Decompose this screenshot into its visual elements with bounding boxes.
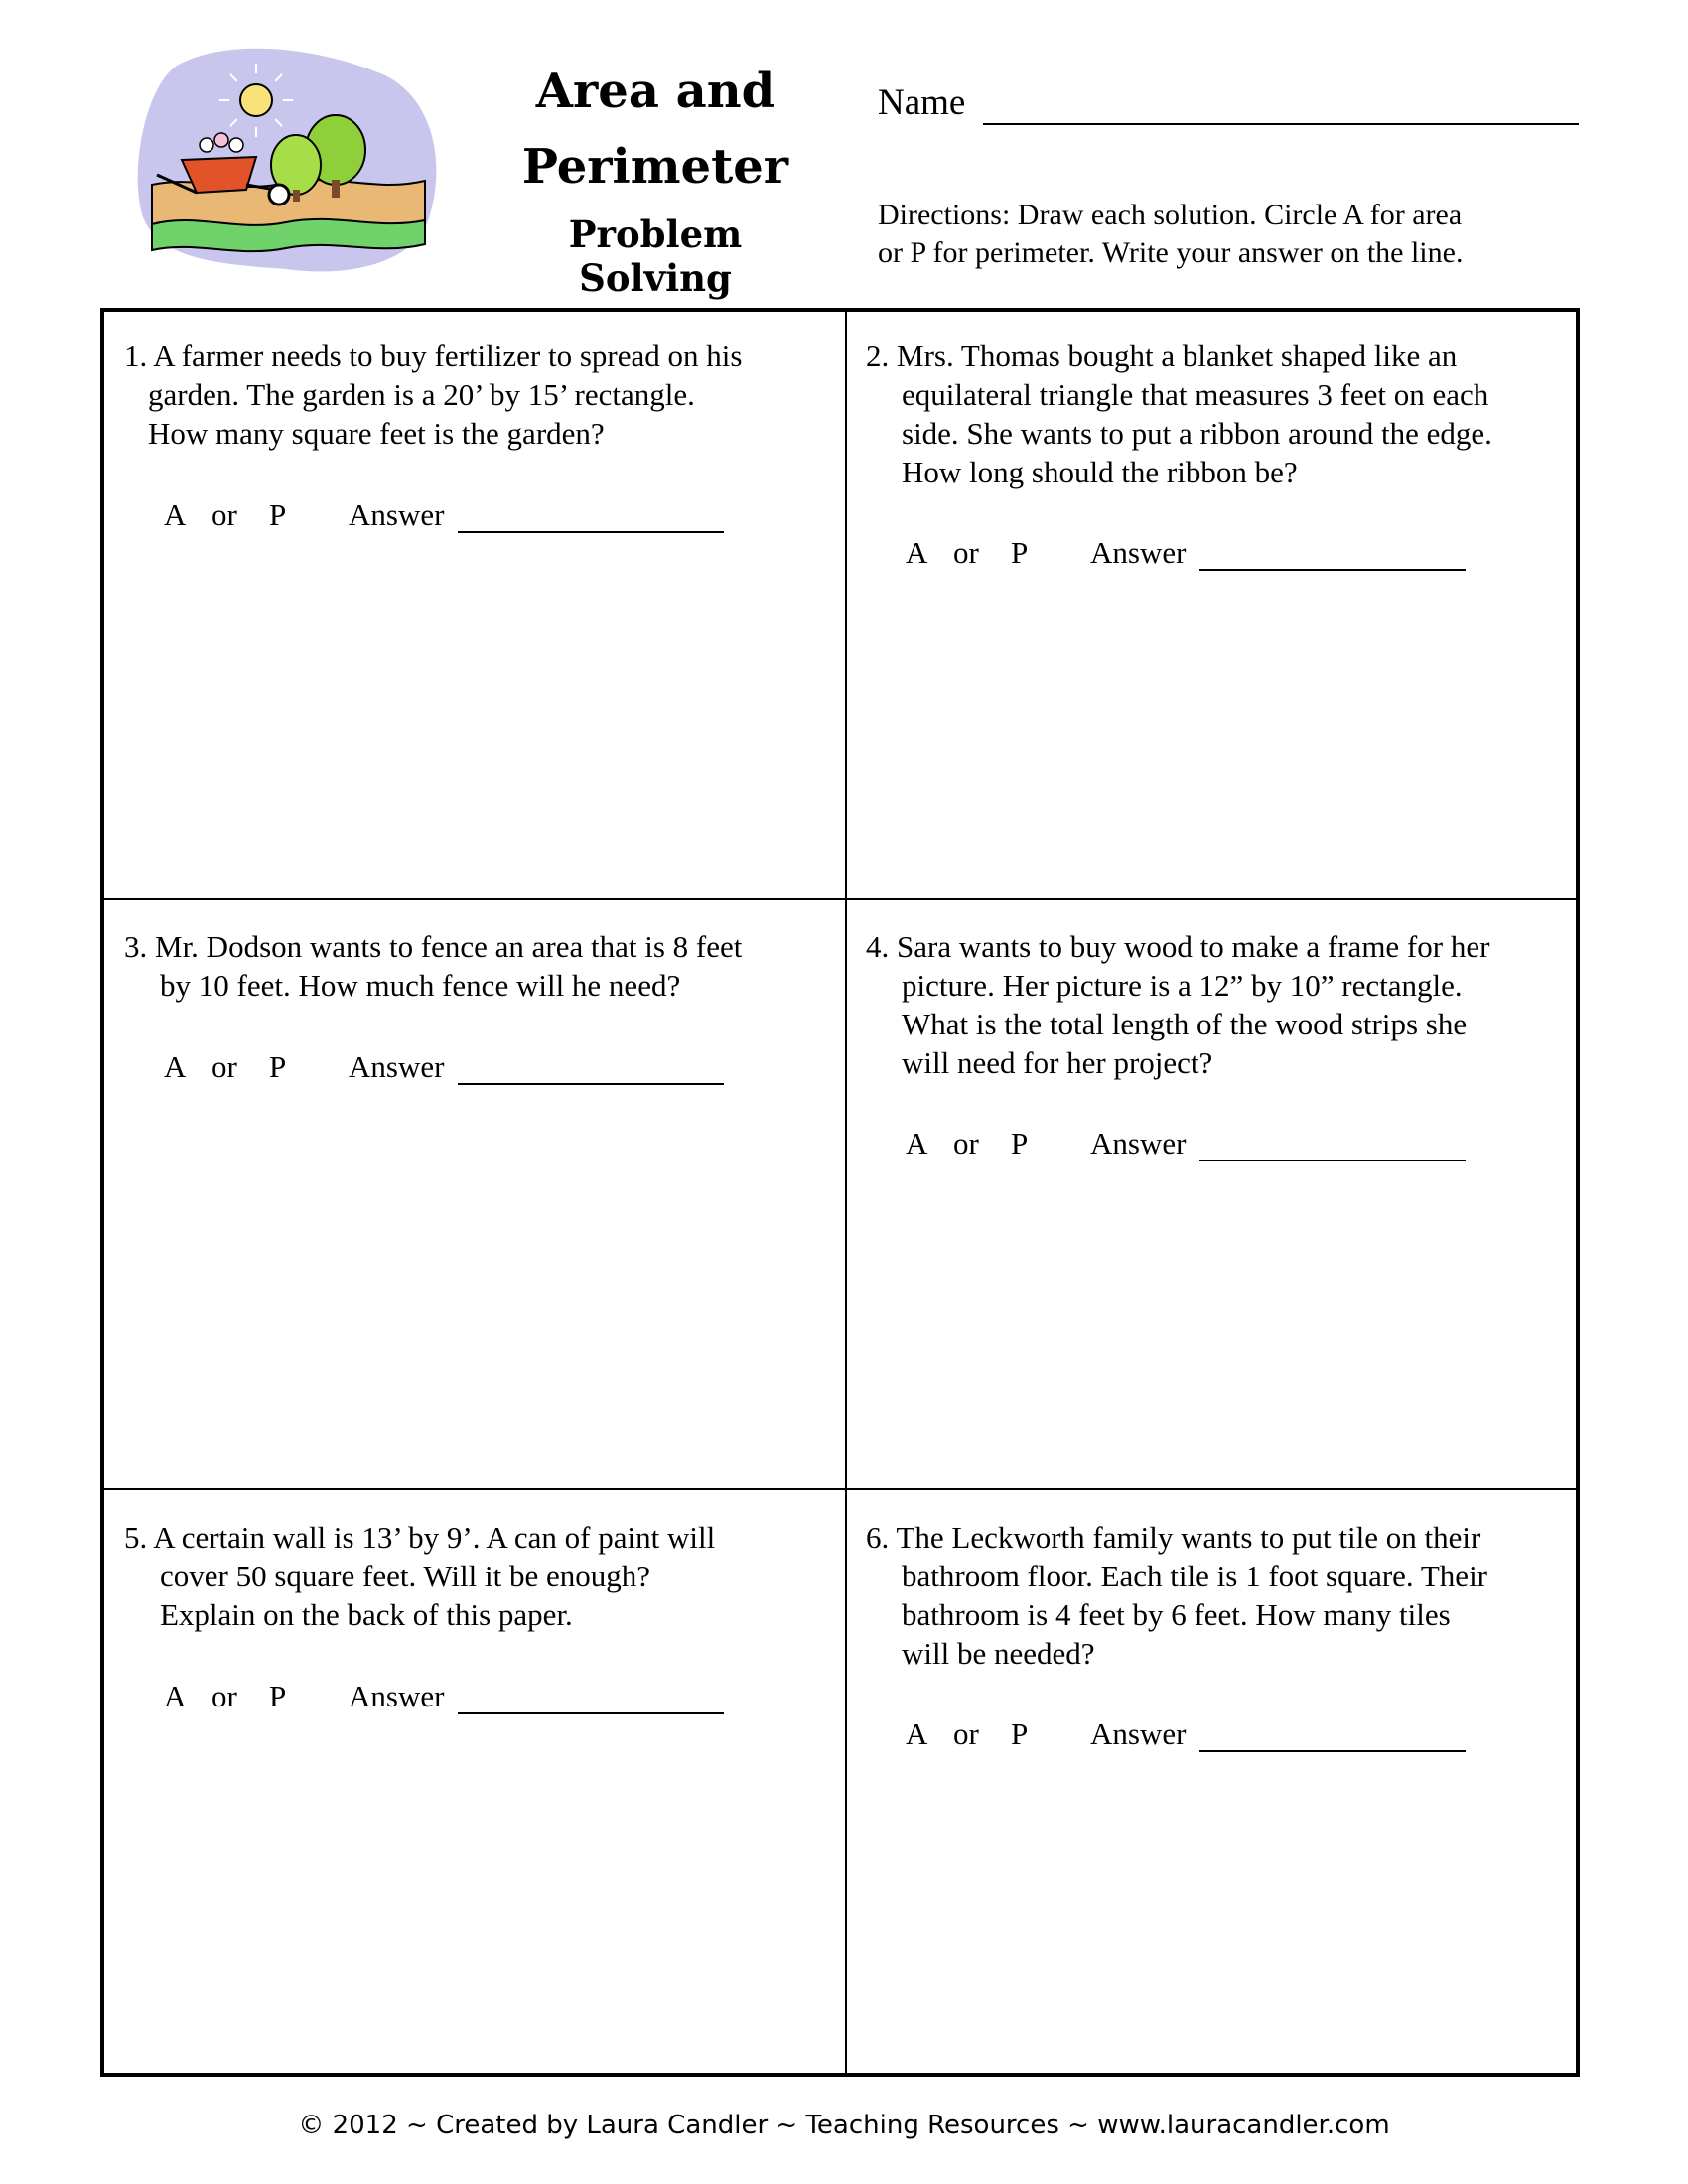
problem-2-text (866, 337, 1601, 491)
circle-option-p[interactable]: P (1011, 1126, 1029, 1160)
problem-text-line: picture. Her picture is a 12” by 10” rectangle. (902, 968, 1463, 1003)
problem-text-line: 6. The Leckworth family wants to put tile on their (866, 1520, 1481, 1555)
problem-grid (100, 308, 1580, 2077)
problem-text-line: will need for her project? (902, 1045, 1213, 1080)
problem-text-line: How long should the ribbon be? (902, 455, 1298, 489)
or-label: or (211, 1049, 237, 1084)
circle-option-a[interactable]: A (906, 1126, 928, 1160)
problem-6 (866, 1518, 1601, 2104)
problem-5-text (124, 1518, 859, 1634)
problem-2 (866, 337, 1601, 922)
answer-line[interactable] (458, 1083, 724, 1085)
problem-3 (124, 927, 859, 1513)
grass-icon (152, 219, 425, 251)
problem-6-text (866, 1518, 1601, 1673)
problem-text-line: equilateral triangle that measures 3 feet on each (902, 377, 1489, 412)
footer-credit: © 2012 ~ Created by Laura Candler ~ Teaching Resources ~ www.lauracandler.com (298, 2111, 1390, 2140)
answer-line[interactable] (1199, 1750, 1466, 1752)
problem-text-line: cover 50 square feet. Will it be enough? (160, 1559, 651, 1593)
problem-text-line: How many square feet is the garden? (148, 416, 605, 451)
circle-option-p[interactable]: P (1011, 535, 1029, 570)
problem-text-line: bathroom is 4 feet by 6 feet. How many tiles (902, 1597, 1451, 1632)
problem-text-line: 5. A certain wall is 13’ by 9’. A can of paint will (124, 1520, 716, 1555)
circle-option-p[interactable]: P (269, 497, 287, 532)
problem-text-line: What is the total length of the wood strips she (902, 1007, 1468, 1041)
problem-text-line: 2. Mrs. Thomas bought a blanket shaped like an (866, 339, 1458, 373)
problem-text-line: 3. Mr. Dodson wants to fence an area that is 8 feet (124, 929, 743, 964)
answer-label: Answer (349, 1679, 445, 1713)
circle-option-a[interactable]: A (906, 1716, 928, 1751)
or-label: or (211, 1679, 237, 1713)
answer-line[interactable] (1199, 569, 1466, 571)
problem-1 (124, 337, 859, 922)
title-line-1: Area and (535, 64, 775, 119)
problem-3-text (124, 927, 859, 1005)
circle-option-p[interactable]: P (1011, 1716, 1029, 1751)
circle-option-p[interactable]: P (269, 1049, 287, 1084)
problem-text-line: will be needed? (902, 1636, 1095, 1671)
problem-text-line: side. She wants to put a ribbon around the edge. (902, 416, 1492, 451)
circle-option-a[interactable]: A (906, 535, 928, 570)
circle-option-a[interactable]: A (164, 1049, 187, 1084)
problem-4 (866, 927, 1601, 1513)
circle-option-p[interactable]: P (269, 1679, 287, 1713)
problem-text-line: by 10 feet. How much fence will he need? (160, 968, 681, 1003)
answer-label: Answer (349, 497, 445, 532)
title-line-3: Problem Solving (568, 212, 743, 300)
problem-text-line: 1. A farmer needs to buy fertilizer to spread on his (124, 339, 743, 373)
directions-line-1: Directions: Draw each solution. Circle A for area (878, 199, 1463, 231)
problem-5 (124, 1518, 859, 2104)
answer-label: Answer (1090, 535, 1187, 570)
problem-text-line: bathroom floor. Each tile is 1 foot square. Their (902, 1559, 1487, 1593)
name-label: Name (878, 82, 966, 123)
problem-1-text (124, 337, 859, 453)
circle-option-a[interactable]: A (164, 497, 187, 532)
problem-text-line: garden. The garden is a 20’ by 15’ rectangle. (148, 377, 695, 412)
or-label: or (953, 1126, 979, 1160)
or-label: or (953, 535, 979, 570)
problem-text-line: 4. Sara wants to buy wood to make a frame for her (866, 929, 1490, 964)
answer-line[interactable] (1199, 1160, 1466, 1161)
answer-label: Answer (1090, 1716, 1187, 1751)
answer-label: Answer (1090, 1126, 1187, 1160)
answer-label: Answer (349, 1049, 445, 1084)
answer-line[interactable] (458, 1712, 724, 1714)
problem-4-text (866, 927, 1601, 1082)
name-line[interactable] (983, 123, 1579, 125)
or-label: or (953, 1716, 979, 1751)
directions-line-2: or P for perimeter. Write your answer on the line. (878, 236, 1464, 269)
problem-text-line: Explain on the back of this paper. (160, 1597, 573, 1632)
circle-option-a[interactable]: A (164, 1679, 187, 1713)
title-line-2: Perimeter (521, 139, 789, 195)
answer-line[interactable] (458, 531, 724, 533)
garden-clipart (137, 46, 445, 274)
or-label: or (211, 497, 237, 532)
